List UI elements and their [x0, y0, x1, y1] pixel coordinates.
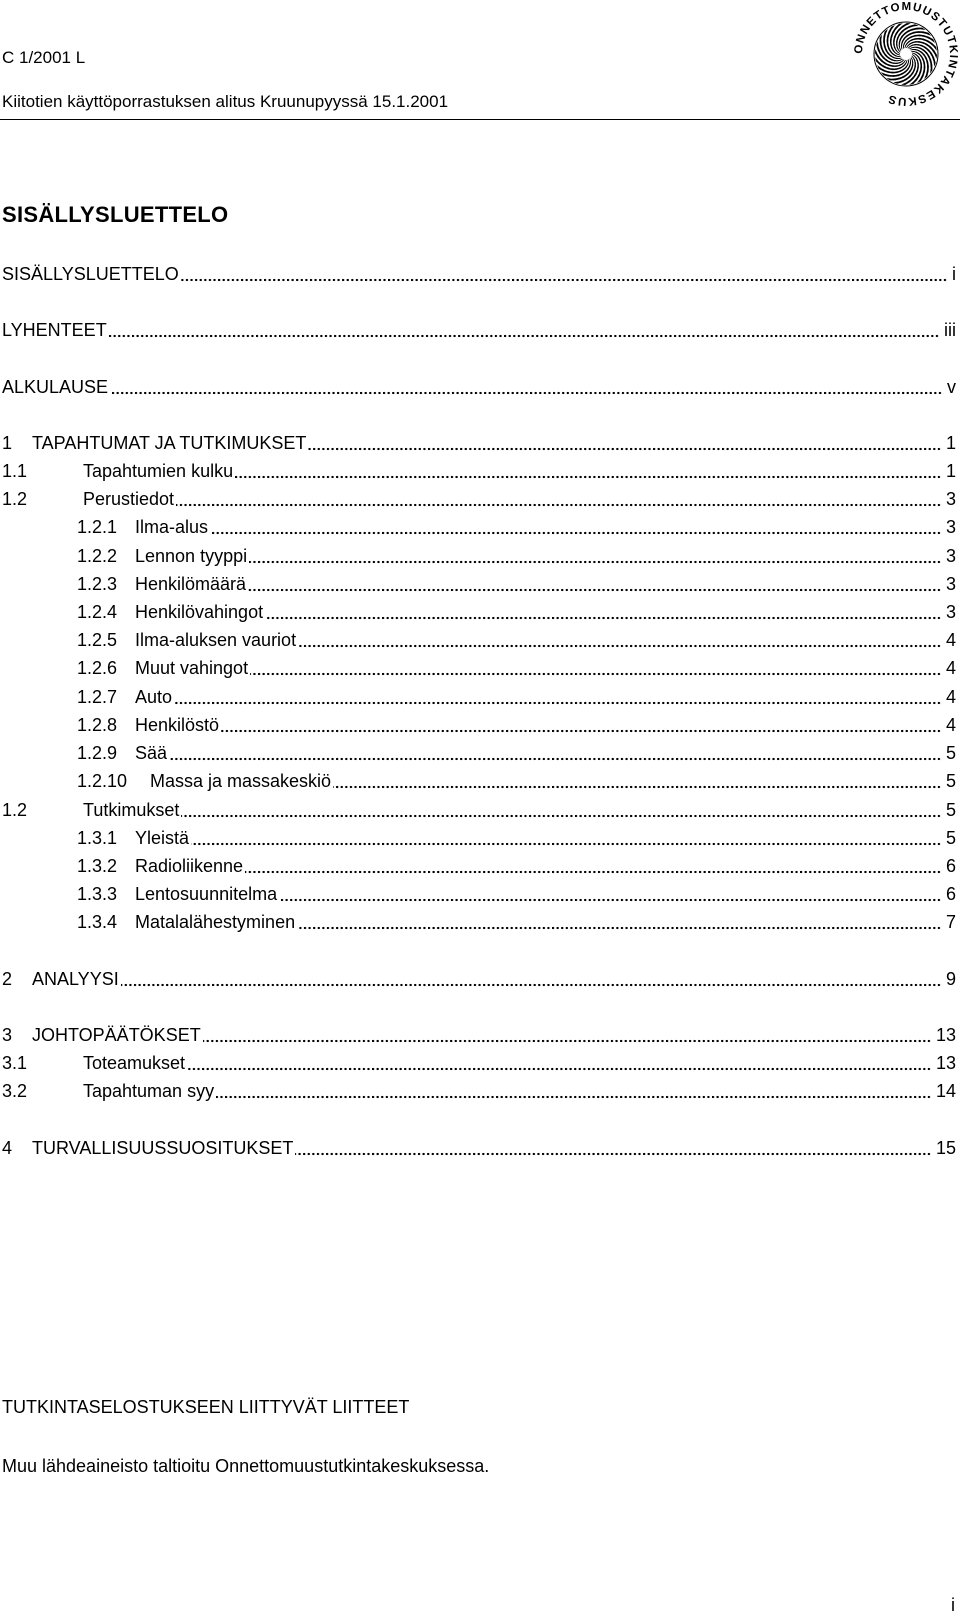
toc-entry[interactable]: [0, 1051, 958, 1075]
toc-leader-dots: [245, 860, 942, 876]
toc-leader-dots: [181, 268, 948, 284]
toc-entry-label: SISÄLLYSLUETTELO: [2, 264, 179, 284]
toc-entry[interactable]: [0, 854, 958, 878]
toc-entry-page: 4: [945, 630, 956, 650]
toc-entry-number: 1.3.2: [77, 856, 118, 876]
toc-entry-label: Lennon tyyppi: [135, 546, 248, 566]
toc-entry-page: 3: [945, 602, 956, 622]
toc-entry-page: 13: [935, 1053, 956, 1073]
toc-entry-label: Perustiedot: [83, 489, 175, 509]
toc-entry-page: 5: [945, 771, 956, 791]
toc-leader-dots: [174, 691, 942, 707]
toc-entry-page: 3: [945, 517, 956, 537]
toc-entry-label: Henkilömäärä: [135, 574, 247, 594]
toc-entry-number: 4: [2, 1138, 13, 1158]
toc-entry-number: 1.2.6: [77, 658, 118, 678]
toc-entry[interactable]: [0, 600, 958, 624]
toc-leader-dots: [250, 662, 942, 678]
onnettomuustutkintakeskus-logo: [852, 0, 960, 108]
toc-entry[interactable]: [0, 1079, 958, 1103]
toc-entry-label: Ilma-alus: [135, 517, 209, 537]
toc-leader-dots: [265, 606, 942, 622]
toc-leader-dots: [221, 719, 942, 735]
toc-entry-label: Tapahtumien kulku: [83, 461, 234, 481]
toc-entry[interactable]: [0, 798, 958, 822]
toc-entry[interactable]: [0, 318, 958, 342]
toc-entry-page: v: [947, 377, 956, 397]
toc-entry-page: 7: [945, 912, 956, 932]
toc-entry-label: Tutkimukset: [83, 800, 180, 820]
toc-leader-dots: [298, 634, 942, 650]
toc-entry[interactable]: [0, 572, 958, 596]
toc-entry-number: 1.2.3: [77, 574, 118, 594]
toc-entry-page: 9: [945, 969, 956, 989]
toc-entry-number: 1: [2, 433, 13, 453]
page-title: SISÄLLYSLUETTELO: [2, 202, 229, 227]
toc-entry-page: 3: [945, 546, 956, 566]
toc-entry-number: 1.3.4: [77, 912, 118, 932]
toc-entry[interactable]: [0, 375, 958, 399]
toc-entry[interactable]: [0, 487, 958, 511]
toc-entry-label: Henkilövahingot: [135, 602, 264, 622]
toc-entry-page: 5: [945, 743, 956, 763]
header-rule: [0, 119, 960, 120]
toc-leader-dots: [187, 1057, 932, 1073]
toc-entry-label: Yleistä: [135, 828, 190, 848]
toc-entry[interactable]: [0, 685, 958, 709]
toc-entry-label: Matalalähestyminen: [135, 912, 296, 932]
toc-entry[interactable]: [0, 544, 958, 568]
toc-entry-number: 1.2.9: [77, 743, 118, 763]
toc-entry-label: TURVALLISUUSSUOSITUKSET: [32, 1138, 294, 1158]
toc-entry[interactable]: [0, 628, 958, 652]
toc-entry-label: JOHTOPÄÄTÖKSET: [32, 1025, 201, 1045]
toc-entry-number: 1.2.8: [77, 715, 118, 735]
toc-entry-page: 3: [945, 574, 956, 594]
toc-entry[interactable]: [0, 515, 958, 539]
toc-entry[interactable]: [0, 713, 958, 737]
toc-leader-dots: [297, 916, 942, 932]
attachments-heading: TUTKINTASELOSTUKSEEN LIITTYVÄT LIITTEET: [2, 1397, 410, 1417]
toc-entry-number: 3.1: [2, 1053, 28, 1073]
toc-entry-number: 1.2: [2, 800, 28, 820]
page-number: i: [951, 1595, 955, 1615]
toc-entry-page: iii: [944, 320, 956, 340]
toc-entry-page: 14: [935, 1081, 956, 1101]
toc-entry-label: LYHENTEET: [2, 320, 107, 340]
toc-leader-dots: [109, 324, 940, 340]
toc-entry-page: 15: [935, 1138, 956, 1158]
toc-entry-label: Radioliikenne: [135, 856, 244, 876]
toc-leader-dots: [169, 747, 942, 763]
toc-entry[interactable]: [0, 882, 958, 906]
toc-entry-label: Lentosuunnitelma: [135, 884, 278, 904]
toc-entry-number: 3: [2, 1025, 13, 1045]
toc-leader-dots: [279, 888, 942, 904]
toc-entry-page: 6: [945, 884, 956, 904]
toc-entry-page: 5: [945, 800, 956, 820]
toc-leader-dots: [295, 1142, 932, 1158]
toc-leader-dots: [248, 578, 942, 594]
toc-leader-dots: [333, 775, 942, 791]
toc-entry-label: Henkilöstö: [135, 715, 220, 735]
toc-leader-dots: [176, 493, 942, 509]
toc-leader-dots: [216, 1085, 932, 1101]
toc-entry-number: 1.2.4: [77, 602, 118, 622]
toc-entry-page: i: [952, 264, 956, 284]
toc-leader-dots: [235, 465, 942, 481]
toc-entry-label: Muut vahingot: [135, 658, 249, 678]
toc-leader-dots: [121, 973, 942, 989]
toc-entry-number: 1.2.2: [77, 546, 118, 566]
toc-entry-label: Tapahtuman syy: [83, 1081, 215, 1101]
toc-entry-number: 1.3.1: [77, 828, 118, 848]
toc-entry-number: 1.2: [2, 489, 28, 509]
toc-leader-dots: [210, 521, 942, 537]
toc-entry[interactable]: [0, 741, 958, 765]
toc-leader-dots: [110, 381, 943, 397]
toc-entry[interactable]: [0, 910, 958, 934]
toc-entry[interactable]: [0, 769, 958, 793]
toc-entry-label: TAPAHTUMAT JA TUTKIMUKSET: [32, 433, 307, 453]
toc-entry-label: Sää: [135, 743, 168, 763]
toc-leader-dots: [203, 1029, 932, 1045]
toc-entry[interactable]: [0, 1136, 958, 1160]
toc-entry-page: 1: [945, 461, 956, 481]
toc-entry-label: Toteamukset: [83, 1053, 186, 1073]
toc-entry-label: Ilma-aluksen vauriot: [135, 630, 297, 650]
toc-entry-page: 6: [945, 856, 956, 876]
toc-entry[interactable]: [0, 431, 958, 455]
toc-entry[interactable]: [0, 262, 958, 286]
toc-entry-number: 3.2: [2, 1081, 28, 1101]
toc-entry-label: ANALYYSI: [32, 969, 119, 989]
toc-entry-label: Auto: [135, 687, 173, 707]
source-note: Muu lähdeaineisto taltioitu Onnettomuustutkintakeskuksessa.: [2, 1456, 490, 1476]
toc-entry[interactable]: [0, 1023, 958, 1047]
toc-entry-page: 1: [945, 433, 956, 453]
toc-leader-dots: [308, 437, 942, 453]
report-subtitle: Kiitotien käyttöporrastuksen alitus Kruunupyyssä 15.1.2001: [2, 92, 449, 111]
toc-entry-page: 4: [945, 658, 956, 678]
report-code: C 1/2001 L: [2, 48, 86, 67]
toc-entry-number: 1.3.3: [77, 884, 118, 904]
toc-entry-number: 1.1: [2, 461, 28, 481]
toc-entry[interactable]: [0, 656, 958, 680]
toc-entry-number: 2: [2, 969, 13, 989]
toc-entry[interactable]: [0, 459, 958, 483]
toc-entry-page: 5: [945, 828, 956, 848]
toc-entry-label: Massa ja massakeskiö: [150, 771, 332, 791]
toc-entry[interactable]: [0, 967, 958, 991]
toc-entry-number: 1.2.5: [77, 630, 118, 650]
toc-entry-page: 4: [945, 715, 956, 735]
toc-leader-dots: [181, 804, 942, 820]
toc-entry-page: 13: [935, 1025, 956, 1045]
toc-entry-page: 4: [945, 687, 956, 707]
toc-entry-number: 1.2.7: [77, 687, 118, 707]
toc-entry-number: 1.2.10: [77, 771, 128, 791]
toc-leader-dots: [249, 550, 942, 566]
toc-entry-page: 3: [945, 489, 956, 509]
toc-entry[interactable]: [0, 826, 958, 850]
toc-entry-label: ALKULAUSE: [2, 377, 109, 397]
svg-text:ONNETTOMUUSTUTKINTAKESKUS: ONNETTOMUUSTUTKINTAKESKUS: [852, 0, 960, 108]
toc-leader-dots: [191, 832, 942, 848]
toc-entry-number: 1.2.1: [77, 517, 118, 537]
